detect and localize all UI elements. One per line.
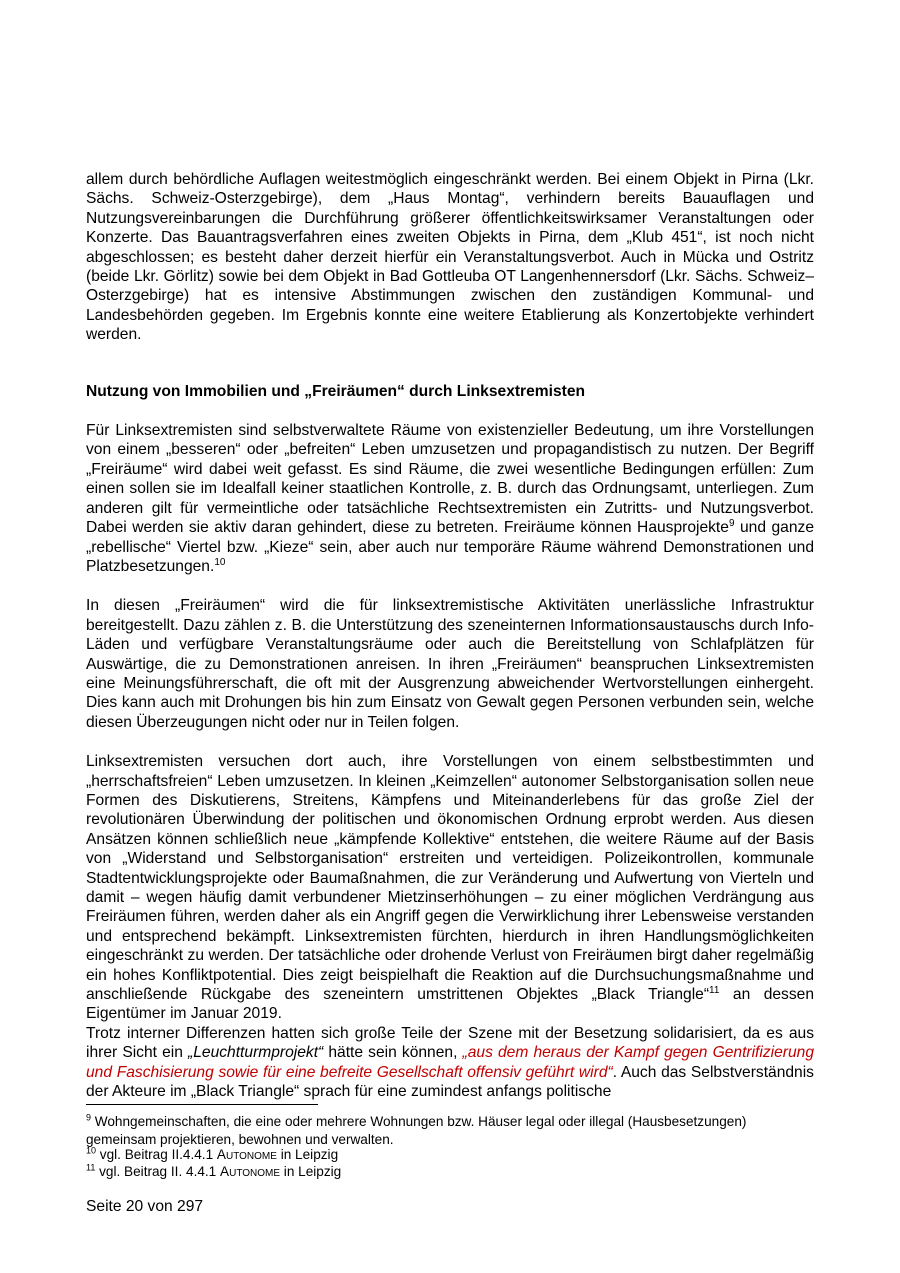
footnote-11 xyxy=(86,1163,814,1181)
paragraph-5-text-c: . Auch das Selbstverständnis der Akteure im „Black Triangle“ sprach für eine zumindest anfangs politische xyxy=(86,1063,814,1101)
footnote-10-text: vgl. Beitrag II.4.4.1 xyxy=(96,1147,217,1162)
footnote-11-text: vgl. Beitrag II. 4.4.1 xyxy=(95,1164,221,1179)
paragraph-5 xyxy=(86,1024,814,1102)
red-quote: „aus dem heraus der Kampf gegen Gentrifizierung und Faschisierung sowie für eine befreite Gesellschaft offensiv geführt wird“ xyxy=(86,1044,814,1081)
footnote-ref-9: 9 xyxy=(728,517,735,529)
paragraph-1: allem durch behördliche Auflagen weitestmöglich eingeschränkt werden. Bei einem Objekt in Pirna (Lkr. Sächs. Schweiz-Osterzgebirge), dem „Haus Montag“, verhindern bereits Bauauflagen und Nutzungsvereinbarungen die Durchführung größerer öffentlichkeitswirksamer Veranstaltungen oder Konzerte. Das Bauantragsverfahren eines zweiten Objekts in Pirna, dem „Klub 451“, ist noch nicht abgeschlossen; es besteht daher derzeit hierfür ein Veranstaltungsverbot. Auch in Mücka und Ostritz (beide Lkr. Görlitz) sowie bei dem Objekt in Bad Gottleuba OT Langenhennersdorf (Lkr. Sächs. Schweiz–Osterzgebirge) hat es intensive Abstimmungen zwischen den zuständigen Kommunal- und Landesbehörden gegeben. Im Ergebnis konnte eine weitere Etablierung als Konzertobjekte verhindert werden. xyxy=(86,171,814,344)
page-body xyxy=(86,170,814,1101)
page-number: Seite 20 von 297 xyxy=(86,1198,204,1215)
paragraph-4-text-a: Linksextremisten versuchen dort auch, ihre Vorstellungen von einem selbstbestimmten und „herrschaftsfreien“ Leben umzusetzen. In kleinen „Keimzellen“ autonomer Selbstorganisation sollen neue Formen des Diskutierens, Streitens, Kämpfens und Miteinanderlebens für das große Ziel der revolutionären Überwindung der politischen und ökonomischen Ordnung erprobt werden. Aus diesen Ansätzen können schließlich neue „kämpfende Kollektive“ entstehen, die weitere Räume auf der Basis von „Widerstand und Selbstorganisation“ erstreiten und verteidigen. Polizeikontrollen, kommunale Stadtentwicklungsprojekte oder Baumaßnahmen, die zur Veränderung und Aufwertung von Vierteln und damit – wegen häufig damit verbundener Mietzinserhöhungen – zu einer möglichen Verdrängung aus Freiräumen führen, werden daher als ein Angriff gegen die Verwirklichung ihrer Lebensweise verstanden und entsprechend bekämpft. Linksextremisten fürchten, hierdurch in ihren Handlungsmöglichkeiten eingeschränkt zu werden. Der tatsächliche oder drohende Verlust von Freiräumen birgt daher regelmäßig ein hohes Konfliktpotential. Dies zeigt beispielhaft die Reaktion auf die Durchsuchungsmaßnahme und anschließende Rückgabe des szeneintern umstrittenen Objektes „Black Triangle“ xyxy=(86,753,814,1004)
footnote-9 xyxy=(86,1113,814,1148)
paragraph-4 xyxy=(86,752,814,1024)
footnote-10-number: 10 xyxy=(86,1145,97,1156)
footnote-separator xyxy=(86,1104,318,1105)
paragraph-2 xyxy=(86,421,814,576)
footnote-10 xyxy=(86,1146,814,1164)
footnote-9-number: 9 xyxy=(86,1112,92,1123)
paragraph-2-text-a: Für Linksextremisten sind selbstverwaltete Räume von existenzieller Bedeutung, um ihre Vorstellungen von einem „besseren“ oder „befreiten“ Leben umzusetzen und propagandistisch zu nutzen. Der Begriff „Freiräume“ wird dabei weit gefasst. Es sind Räume, die zwei wesentliche Bedingungen erfüllen: Zum einen sollen sie im Idealfall keiner staatlichen Kontrolle, z. B. durch das Ordnungsamt, unterliegen. Zum anderen gilt für vermeintliche oder tatsächliche Rechtsextremisten ein Zutritts- und Nutzungsverbot. Dabei werden sie aktiv daran gehindert, diese zu betreten. Freiräume können Hausprojekte xyxy=(86,422,814,537)
footnote-11-smallcaps: Autonome xyxy=(220,1164,281,1179)
paragraph-5-text-b: hätte sein können, xyxy=(323,1044,463,1062)
paragraph-4-text-b: an dessen Eigentümer im Januar 2019. xyxy=(86,986,814,1023)
footnote-11-number: 11 xyxy=(86,1162,96,1173)
footnote-ref-11: 11 xyxy=(709,984,720,996)
paragraph-2-text-b: und ganze „rebellische“ Viertel bzw. „Kieze“ sein, aber auch nur temporäre Räume während Demonstrationen und Platzbesetzungen. xyxy=(86,519,814,575)
footnote-10-smallcaps: Autonome xyxy=(216,1147,277,1162)
section-heading: Nutzung von Immobilien und „Freiräumen“ durch Linksextremisten xyxy=(86,382,586,400)
footnote-ref-10: 10 xyxy=(214,556,226,568)
leuchtturm-quote: „Leuchtturmprojekt“ xyxy=(188,1044,324,1062)
footnote-9-text: Wohngemeinschaften, die eine oder mehrere Wohnungen bzw. Häuser legal oder illegal (Hausbesetzungen) gemeinsam projektieren, bewohnen und verwalten. xyxy=(86,1114,747,1147)
paragraph-5-text-a: Trotz interner Differenzen hatten sich große Teile der Szene mit der Besetzung solidarisiert, da es aus ihrer Sicht ein xyxy=(86,1024,814,1062)
footnote-10-suffix: in Leipzig xyxy=(276,1147,339,1162)
footnote-11-suffix: in Leipzig xyxy=(280,1164,342,1179)
paragraph-3: In diesen „Freiräumen“ wird die für linksextremistische Aktivitäten unerlässliche Infrastruktur bereitgestellt. Dazu zählen z. B. die Unterstützung des szeneinternen Informationsaustauschs durch Info-Läden und verfügbare Veranstaltungsräume oder auch die Bereitstellung von Schlafplätzen für Auswärtige, die zu Demonstrationen anreisen. In ihren „Freiräumen“ beanspruchen Linksextremisten eine Meinungsführerschaft, die oft mit der Ausgrenzung abweichender Wertvorstellungen einhergeht. Dies kann auch mit Drohungen bis hin zum Einsatz von Gewalt gegen Personen verbunden sein, welche diesen Überzeugungen nicht oder nur in Teilen folgen. xyxy=(86,597,814,731)
